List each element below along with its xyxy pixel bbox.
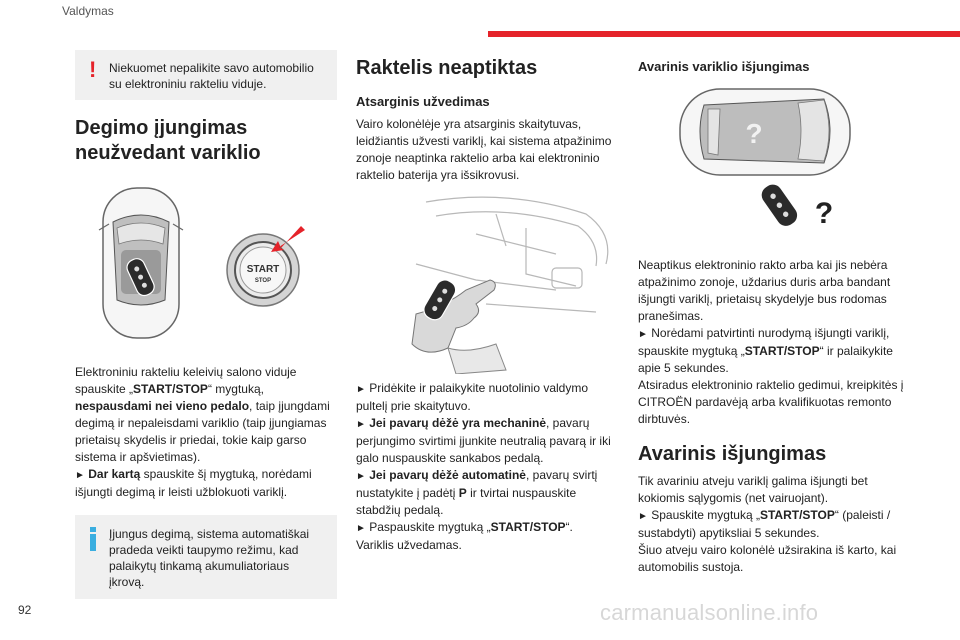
- step-manual-gearbox: ► Jei pavarų dėžė yra mechaninė, pavarų perjungimo svirtimi įjunkite neutralią pavarą ir iki galo nuspauskite sankabos pedalą.: [356, 416, 611, 465]
- exclamation-icon: !: [89, 57, 97, 82]
- figure-key-not-detected: [638, 83, 910, 241]
- paragraph-column-locks: Šiuo atveju vairo kolonėlė užsirakina iš karto, kai automobilis sustoja.: [638, 543, 897, 574]
- warning-text: Niekuomet nepalikite savo automobilio su elektroniniu rakteliu viduje.: [109, 61, 314, 91]
- button-stop-label: STOP: [254, 278, 272, 284]
- warning-box: [75, 50, 337, 100]
- column-left: [75, 50, 337, 599]
- section-header: Valdymas: [62, 4, 114, 18]
- start-stop-button-icon: [221, 220, 313, 312]
- car-missing-key-illustration: [638, 83, 910, 241]
- engine-started-text: Variklis užvedamas.: [356, 538, 462, 552]
- figure-steering-column-reader: [356, 194, 618, 374]
- header-accent-bar: [488, 31, 960, 37]
- title-line-1: Degimo įjungimas: [75, 117, 248, 139]
- section-title-ignition: [75, 116, 337, 166]
- key-question-mark: ?: [814, 197, 834, 230]
- column-middle: [356, 50, 618, 554]
- title-line-2: neužvedant variklio: [75, 142, 261, 164]
- paragraph-ignition: Elektroniniu rakteliu keleivių salono viduje spauskite „START/STOP“ mygtuką, nespausdami nei vieno pedalo, taip įjungdami degimą ir nepaleisdami variklio (taip įjungiamas prietaisų skydelis ir priedai, tokie kaip garso sistema ir apšvietimas).: [75, 365, 330, 464]
- steering-reader-illustration: [356, 194, 618, 374]
- button-start-label: START: [246, 264, 280, 275]
- paragraph-key-missing-message: Neaptikus elektroninio rakto arba kai jis nebėra atpažinimo zonoje, uždarius duris arba bandant išjungti variklį, prietaisų skydelyje bus rodomas pranešimas.: [638, 258, 891, 323]
- section-title-key-not-detected: Raktelis neaptiktas: [356, 57, 538, 79]
- paragraph-backup-intro: Vairo kolonėlėje yra atsarginis skaitytuvas, leidžiantis užvesti variklį, kai sistema atpažinimo zonoje neaptinka raktelio arba kai elektroninio raktelio baterija yra išsikrovusi.: [356, 117, 612, 182]
- paragraph-emergency-only: Tik avariniu atveju variklį galima išjungti bet kokiomis sąlygomis (net vairuojant).: [638, 474, 868, 505]
- step-automatic-gearbox: ► Jei pavarų dėžė automatinė, pavarų svirtį nustatykite į padėtį P ir tvirtai nuspauskite stabdžių pedalą.: [356, 468, 598, 517]
- column-right: [638, 50, 910, 576]
- section-title-emergency-stop: Avarinis išjungimas: [638, 443, 827, 465]
- watermark: carmanualsonline.info: [600, 600, 819, 625]
- subtitle-emergency-engine-stop: Avarinis variklio išjungimas: [638, 59, 810, 74]
- paragraph-key-fault: Atsiradus elektroninio raktelio gedimui, kreipkitės į CITROËN pardavėją arba kvalifikuotas remonto dirbtuvės.: [638, 378, 904, 426]
- info-icon: [88, 527, 98, 551]
- step-press-start-stop: ► Paspauskite mygtuką „START/STOP“.: [356, 520, 573, 534]
- figure-key-and-button: [75, 184, 337, 344]
- paragraph-confirm-stop: ► Norėdami patvirtinti nurodymą išjungti variklį, spauskite mygtuką „START/STOP“ ir palaikykite apie 5 sekundes.: [638, 326, 893, 375]
- info-box: [75, 515, 337, 599]
- paragraph-press-again: ► Dar kartą spauskite šį mygtuką, norėdami išjungti degimą ir leisti užblokuoti variklį.: [75, 467, 312, 499]
- info-text: Įjungus degimą, sistema automatiškai pradeda veikti taupymo režimu, kad palaikytų tinkamą akumuliatoriaus įkrovą.: [109, 527, 310, 589]
- subtitle-backup-start: Atsarginis užvedimas: [356, 94, 490, 109]
- page-number: 92: [18, 603, 32, 617]
- step-hold-remote: ► Pridėkite ir palaikykite nuotolinio valdymo pultelį prie skaitytuvo.: [356, 381, 589, 413]
- car-question-mark: ?: [745, 118, 763, 149]
- paragraph-press-5-seconds: ► Spauskite mygtuką „START/STOP“ (paleisti / sustabdyti) apytiksliai 5 sekundes.: [638, 508, 891, 540]
